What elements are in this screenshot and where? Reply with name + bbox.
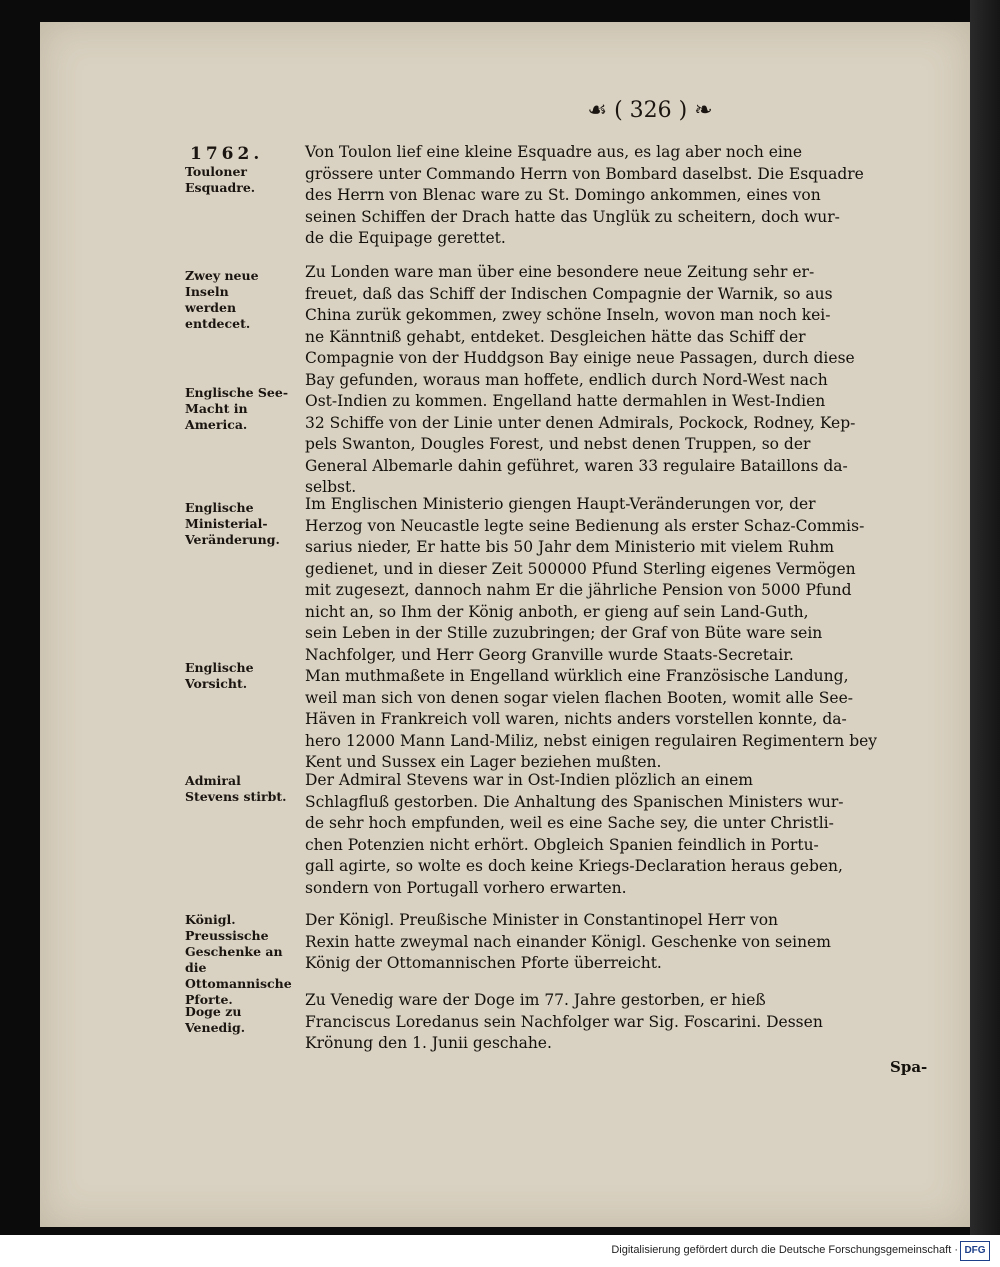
text-line: König der Ottomannischen Pforte überreicht. <box>305 954 662 972</box>
text-line: 32 Schiffe von der Linie unter denen Admirals, Pockock, Rodney, Kep- <box>305 413 856 432</box>
margin-note-touloner: Touloner Esquadre. <box>185 164 256 195</box>
margin-note-inseln: Zwey neue Inseln werden entdecet. <box>185 268 259 331</box>
text-line: nicht an, so Ihm der König anboth, er gieng auf sein Land-Guth, <box>305 602 809 621</box>
text-line: grössere unter Commando Herrn von Bombard daselbst. Die Esquadre <box>305 164 864 183</box>
text-line: hero 12000 Mann Land-Miliz, nebst einigen regulairen Regimentern bey <box>305 731 878 750</box>
text-line: Von Toulon lief eine kleine Esquadre aus, es lag aber noch eine <box>305 143 803 161</box>
text-line: Im Englischen Ministerio giengen Haupt-Veränderungen vor, der <box>305 495 816 513</box>
text-line: Man muthmaßete in Engelland würklich eine Französische Landung, <box>305 667 849 685</box>
paragraph-preussen <box>305 910 930 975</box>
text-line: sarius nieder, Er hatte bis 50 Jahr dem Ministerio mit vielem Ruhm <box>305 538 835 556</box>
text-line: Krönung den 1. Junii geschahe. <box>305 1034 552 1052</box>
text-line: de sehr hoch empfunden, weil es eine Sache sey, die unter Christli- <box>305 814 834 832</box>
text-line: chen Potenzien nicht erhört. Obgleich Spanien feindlich in Portu- <box>305 835 819 854</box>
margin-note-seemacht: Englische See-Macht in America. <box>185 385 289 432</box>
text-line: pels Swanton, Dougles Forest, und nebst denen Truppen, so der <box>305 435 811 453</box>
text-line: gall agirte, so wolte es doch keine Kriegs-Declaration heraus geben, <box>305 857 843 875</box>
text-line: Compagnie von der Huddgson Bay einige neue Passagen, durch diese <box>305 349 855 367</box>
text-line: Nachfolger, und Herr Georg Granville wurde Staats-Secretair. <box>305 645 794 664</box>
margin-note-vorsicht: Englische Vorsicht. <box>185 660 254 691</box>
page-header <box>540 98 760 130</box>
text-line: Kent und Sussex ein Lager beziehen mußten. <box>305 753 662 771</box>
text-line: Der Königl. Preußische Minister in Constantinopel Herr von <box>305 911 779 929</box>
text-line: Zu Venedig ware der Doge im 77. Jahre gestorben, er hieß <box>305 991 766 1009</box>
text-line: de die Equipage gerettet. <box>305 229 506 247</box>
text-line: ne Känntniß gehabt, entdeket. Desgleichen hätte das Schiff der <box>305 327 806 346</box>
year-label: 1762. <box>190 144 264 164</box>
text-line: Bay gefunden, woraus man hoffete, endlich durch Nord-West nach <box>305 370 828 389</box>
paragraph-londen <box>305 262 930 499</box>
text-line: China zurük gekommen, zwey schöne Inseln, wovon man noch kei- <box>305 306 831 324</box>
ornament-right-icon: ❧ <box>694 98 713 123</box>
text-line: Der Admiral Stevens war in Ost-Indien plözlich an einem <box>305 771 753 789</box>
catchword: Spa- <box>890 1058 928 1076</box>
paragraph-stevens <box>305 770 930 899</box>
text-line: mit zugesezt, dannoch nahm Er die jährliche Pension von 5000 Pfund <box>305 581 852 599</box>
dfg-logo-icon[interactable]: DFG <box>960 1241 990 1261</box>
text-line: Herzog von Neucastle legte seine Bedienung als erster Schaz-Commis- <box>305 516 865 535</box>
margin-note-ministerial: Englische Ministerial-Veränderung. <box>185 500 280 547</box>
margin-note-preussische: Königl. Preussische Geschenke an die Ottomannische Pforte. <box>185 912 292 1007</box>
paragraph-venedig <box>305 990 930 1055</box>
paragraph-ministerio <box>305 494 930 774</box>
text-line: freuet, daß das Schiff der Indischen Compagnie der Warnik, so aus <box>305 284 833 303</box>
footer-credit[interactable]: Digitalisierung gefördert durch die Deutsche Forschungsgemeinschaft · <box>611 1244 958 1256</box>
text-line: Franciscus Loredanus sein Nachfolger war Sig. Foscarini. Dessen <box>305 1012 823 1031</box>
footer-bar <box>0 1235 1000 1267</box>
text-line: General Albemarle dahin geführet, waren 33 regulaire Bataillons da- <box>305 456 848 475</box>
text-line: seinen Schiffen der Drach hatte das Unglük zu scheitern, doch wur- <box>305 207 840 226</box>
margin-note-doge: Doge zu Venedig. <box>185 1004 246 1035</box>
text-line: Zu Londen ware man über eine besondere neue Zeitung sehr er- <box>305 263 815 281</box>
margin-note-stevens: Admiral Stevens stirbt. <box>185 773 287 804</box>
page-number: ( 326 ) <box>614 98 688 123</box>
text-line: Rexin hatte zweymal nach einander Königl. Geschenke von seinem <box>305 932 831 951</box>
text-line: Schlagfluß gestorben. Die Anhaltung des Spanischen Ministers wur- <box>305 792 844 811</box>
text-line: selbst. <box>305 478 357 496</box>
ornament-left-icon: ☙ <box>587 98 608 123</box>
text-line: gedienet, und in dieser Zeit 500000 Pfund Sterling eigenes Vermögen <box>305 559 856 578</box>
scan-edge <box>970 0 1000 1235</box>
text-line: sein Leben in der Stille zuzubringen; der Graf von Büte ware sein <box>305 624 823 642</box>
text-line: des Herrn von Blenac ware zu St. Domingo ankommen, eines von <box>305 186 821 204</box>
text-line: Ost-Indien zu kommen. Engelland hatte dermahlen in West-Indien <box>305 392 826 410</box>
text-line: Häven in Frankreich voll waren, nichts anders vorstellen konnte, da- <box>305 710 847 728</box>
text-line: sondern von Portugall vorhero erwarten. <box>305 878 627 897</box>
paragraph-toulon <box>305 142 930 250</box>
text-line: weil man sich von denen sogar vielen flachen Booten, womit alle See- <box>305 688 853 707</box>
